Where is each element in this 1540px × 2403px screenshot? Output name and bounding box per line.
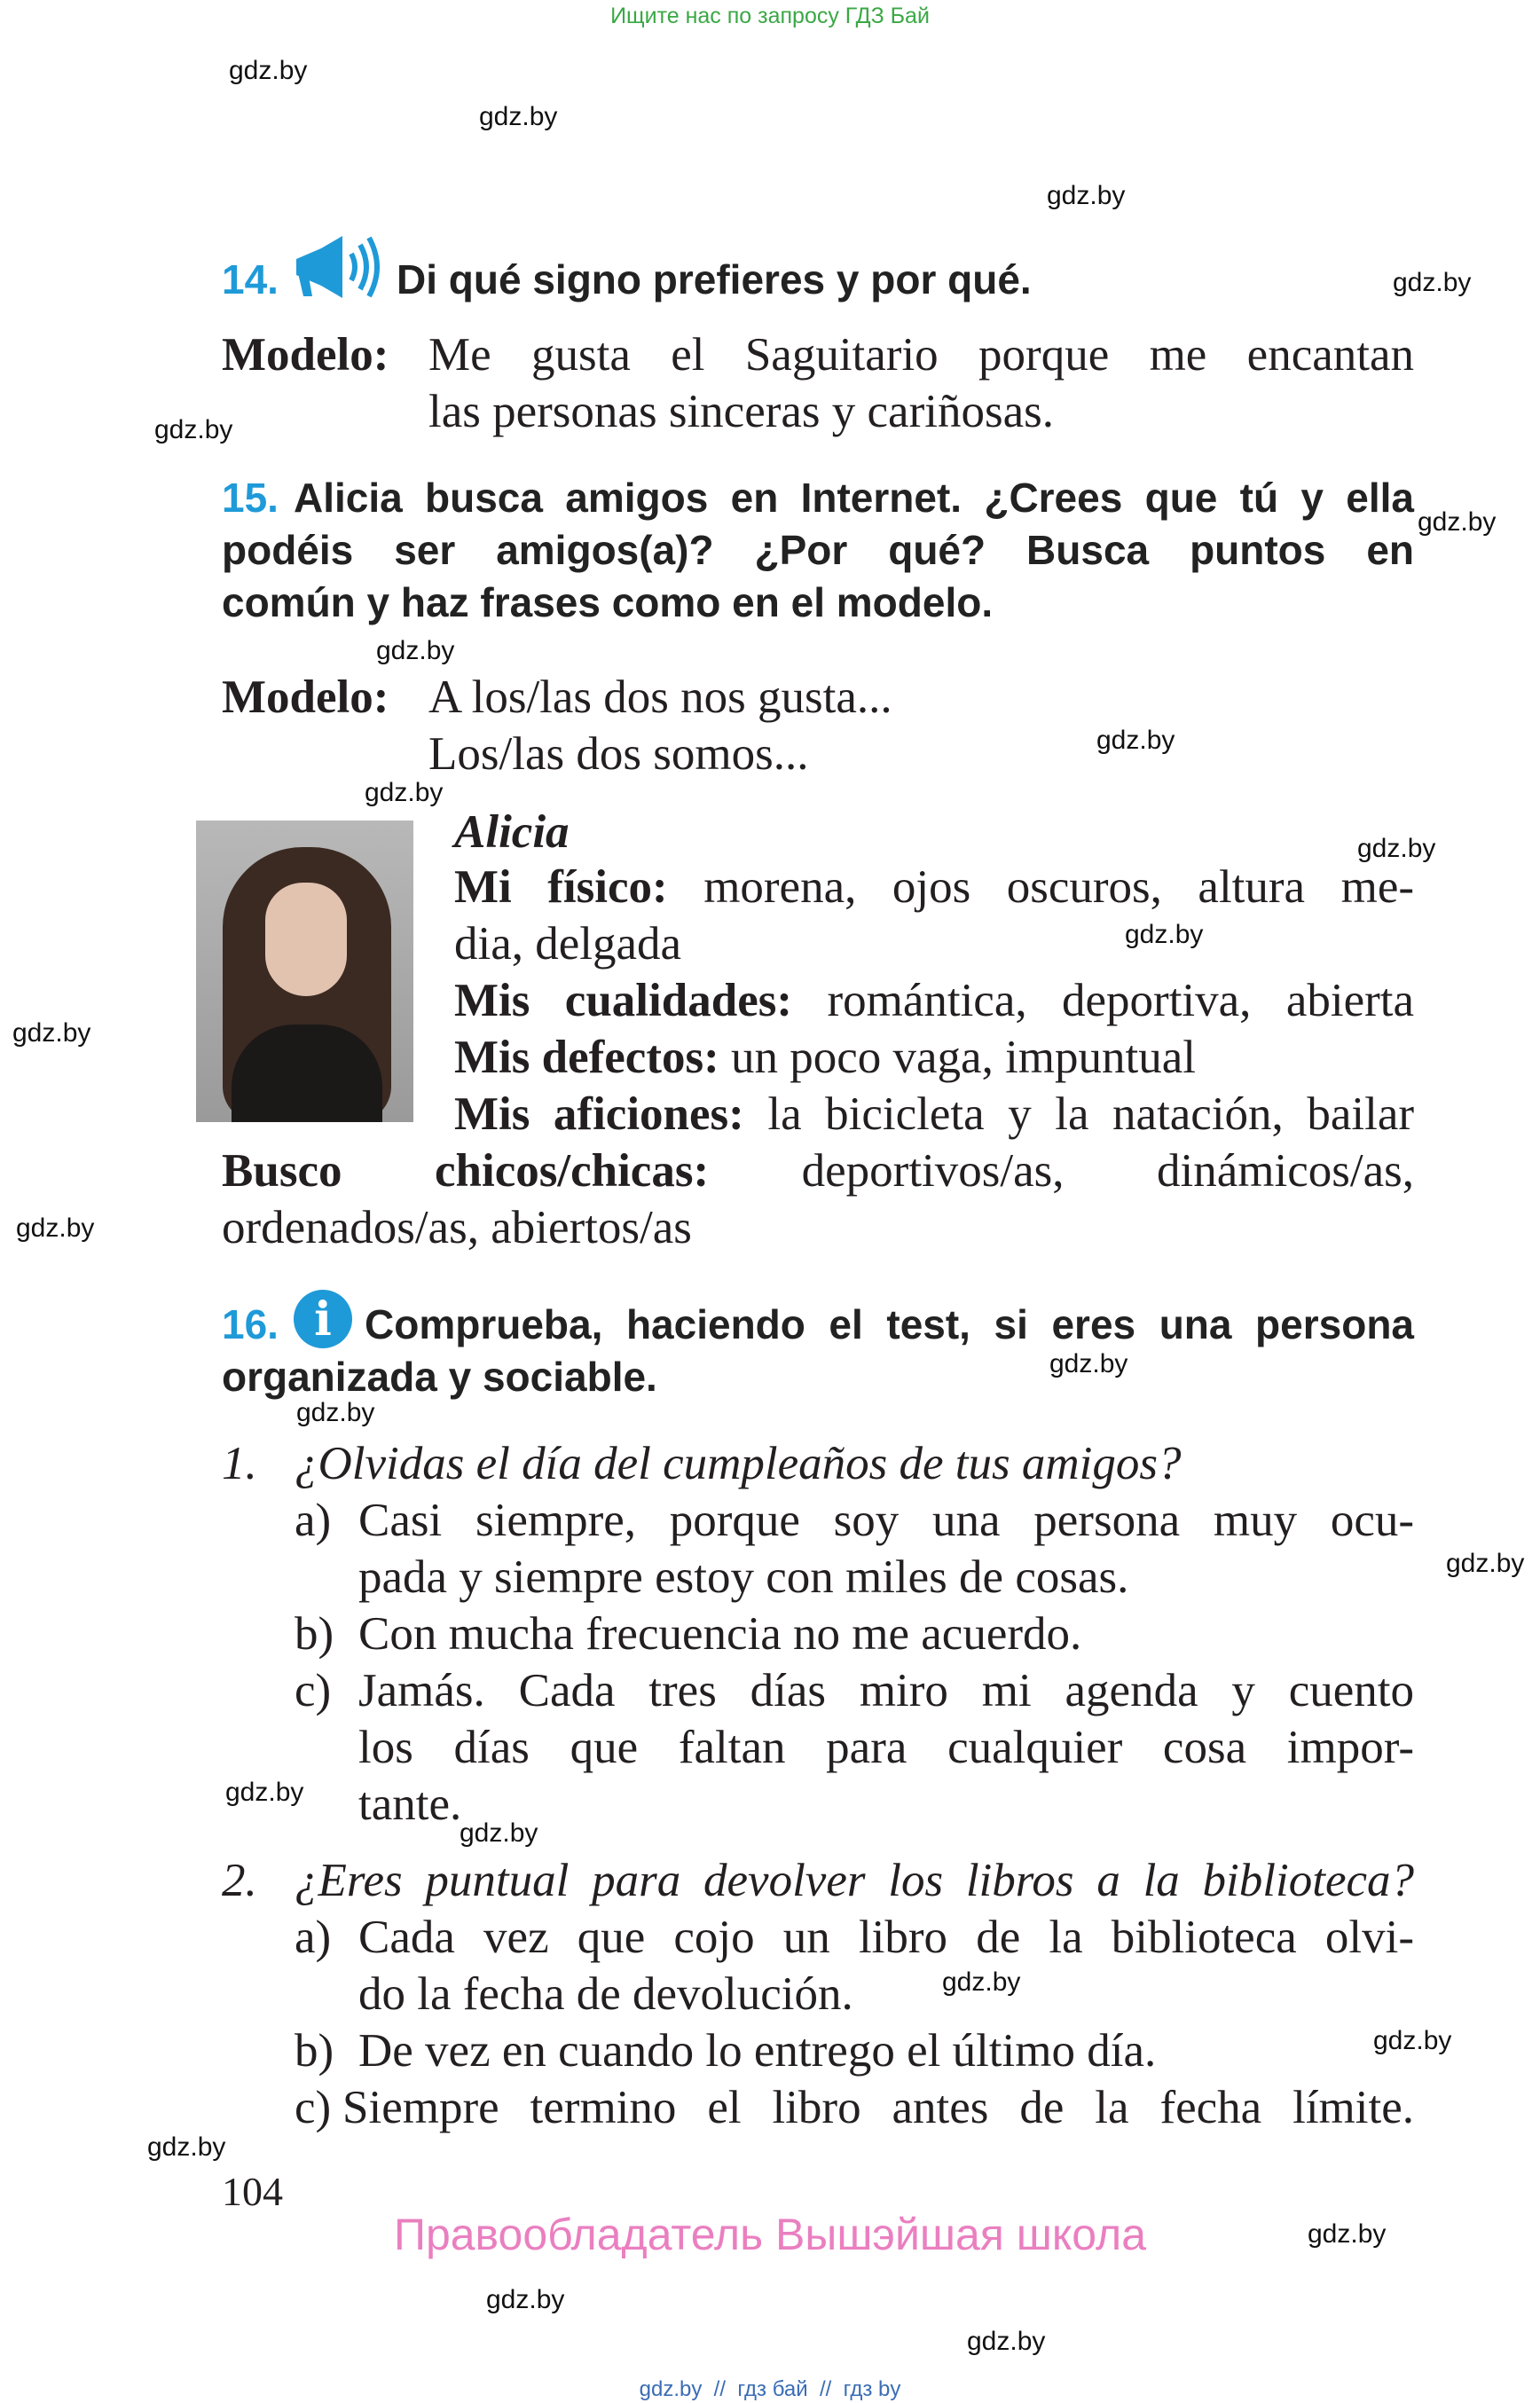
profile-busco — [222, 1143, 1414, 1199]
option-label: c) — [295, 2082, 332, 2133]
watermark: gdz.by — [486, 2285, 565, 2314]
profile-fisico-label: Mi físico: — [454, 861, 668, 913]
watermark: gdz.by — [942, 1967, 1021, 1997]
model-text: A los/las dos nos gusta... — [428, 671, 892, 723]
question-number: 1. — [222, 1438, 257, 1489]
watermark: gdz.by — [365, 778, 444, 807]
watermark: gdz.by — [460, 1818, 538, 1848]
profile-fisico-cont: dia, delgada — [454, 918, 682, 970]
model-label: Modelo: — [222, 329, 389, 381]
watermark: gdz.by — [16, 1213, 95, 1243]
exercise-number: 14. — [222, 256, 279, 302]
profile-aficiones-value: la bicicleta y la natación, bailar — [767, 1088, 1415, 1140]
option-text: pada y siempre estoy con miles de cosas. — [358, 1551, 1129, 1603]
watermark: gdz.by — [1125, 920, 1204, 949]
profile-busco-cont: ordenados/as, abiertos/as — [222, 1202, 692, 1253]
option-text: Siempre termino el libro antes de la fecha límite. — [342, 2082, 1414, 2133]
option-label: a) — [295, 1495, 332, 1546]
exercise-title: podéis ser amigos(a)? ¿Por qué? Busca puntos en — [222, 527, 1414, 573]
watermark: gdz.by — [1357, 834, 1436, 863]
option-text: Con mucha frecuencia no me acuerdo. — [358, 1608, 1082, 1660]
watermark: gdz.by — [12, 1018, 91, 1048]
profile-cualidades-value: romántica, deportiva, abierta — [827, 975, 1415, 1026]
watermark: gdz.by — [229, 56, 308, 85]
bottom-links[interactable]: gdz.by // гдз бай // гдз by — [639, 2377, 901, 2401]
watermark: gdz.by — [296, 1398, 375, 1427]
model-text: Los/las dos somos... — [428, 728, 809, 780]
profile-defectos-label: Mis defectos: — [454, 1032, 719, 1083]
watermark: gdz.by — [967, 2327, 1046, 2356]
rights-holder: Правообладатель Вышэйшая школа — [394, 2210, 1146, 2259]
profile-defectos-value: un poco vaga, impuntual — [731, 1032, 1196, 1083]
option-text: los días que faltan para cualquier cosa impor- — [358, 1722, 1414, 1773]
model-text: Me gusta el Saguitario porque me encantan — [428, 329, 1414, 381]
profile-cualidades-label: Mis cualidades: — [454, 975, 793, 1026]
exercise-title: organizada y sociable. — [222, 1354, 657, 1400]
option-label: c) — [295, 1665, 332, 1716]
exercise-title: Di qué signo prefieres y por qué. — [397, 256, 1032, 302]
watermark: gdz.by — [1096, 726, 1175, 755]
watermark: gdz.by — [1418, 507, 1497, 537]
watermark: gdz.by — [1049, 1349, 1128, 1378]
profile-name: Alicia — [454, 806, 570, 858]
model-label: Modelo: — [222, 671, 389, 723]
option-text: Casi siempre, porque soy una persona muy ocu- — [358, 1495, 1414, 1546]
question-text: ¿Eres puntual para devolver los libros a la biblioteca? — [295, 1855, 1414, 1906]
profile-cualidades — [454, 972, 1414, 1029]
watermark: gdz.by — [1308, 2219, 1387, 2249]
profile-aficiones — [454, 1086, 1414, 1143]
option-text: De vez en cuando lo entrego el último día. — [358, 2025, 1157, 2077]
watermark: gdz.by — [479, 102, 558, 131]
watermark: gdz.by — [1373, 2026, 1452, 2055]
profile-defectos — [454, 1029, 1196, 1086]
top-banner[interactable]: Ищите нас по запросу ГДЗ Бай — [610, 4, 930, 28]
profile-aficiones-label: Mis aficiones: — [454, 1088, 744, 1140]
exercise-number: 15. — [222, 475, 279, 521]
option-label: a) — [295, 1912, 332, 1963]
profile-busco-value: deportivos/as, dinámicos/as, — [801, 1145, 1414, 1197]
option-text: do la fecha de devolución. — [358, 1968, 853, 2020]
info-icon: i — [294, 1290, 352, 1348]
exercise-title: Alicia busca amigos en Internet. ¿Crees que tú y ella — [294, 475, 1414, 521]
watermark: gdz.by — [1393, 268, 1472, 297]
model-text: las personas sinceras y cariñosas. — [428, 386, 1054, 437]
profile-fisico-value: morena, ojos oscuros, altura me- — [703, 861, 1414, 913]
exercise-title: Comprueba, haciendo el test, si eres una persona — [365, 1301, 1414, 1347]
watermark: gdz.by — [225, 1778, 304, 1807]
page-number: 104 — [222, 2169, 283, 2214]
question-text: ¿Olvidas el día del cumpleaños de tus amigos? — [295, 1438, 1182, 1489]
profile-fisico — [454, 859, 1414, 915]
option-text: Cada vez que cojo un libro de la biblioteca olvi- — [358, 1912, 1414, 1963]
option-text: Jamás. Cada tres días miro mi agenda y cuento — [358, 1665, 1414, 1716]
watermark: gdz.by — [376, 636, 455, 665]
profile-busco-label: Busco chicos/chicas: — [222, 1145, 710, 1197]
question-number: 2. — [222, 1855, 257, 1906]
profile-photo — [196, 821, 413, 1122]
megaphone-icon — [291, 232, 380, 300]
watermark: gdz.by — [154, 415, 233, 444]
option-text: tante. — [358, 1779, 462, 1830]
watermark: gdz.by — [147, 2132, 226, 2162]
exercise-number: 16. — [222, 1301, 279, 1347]
option-label: b) — [295, 2025, 334, 2077]
watermark: gdz.by — [1446, 1549, 1525, 1578]
exercise-title: común y haz frases como en el modelo. — [222, 579, 994, 625]
watermark: gdz.by — [1047, 181, 1126, 210]
option-label: b) — [295, 1608, 334, 1660]
